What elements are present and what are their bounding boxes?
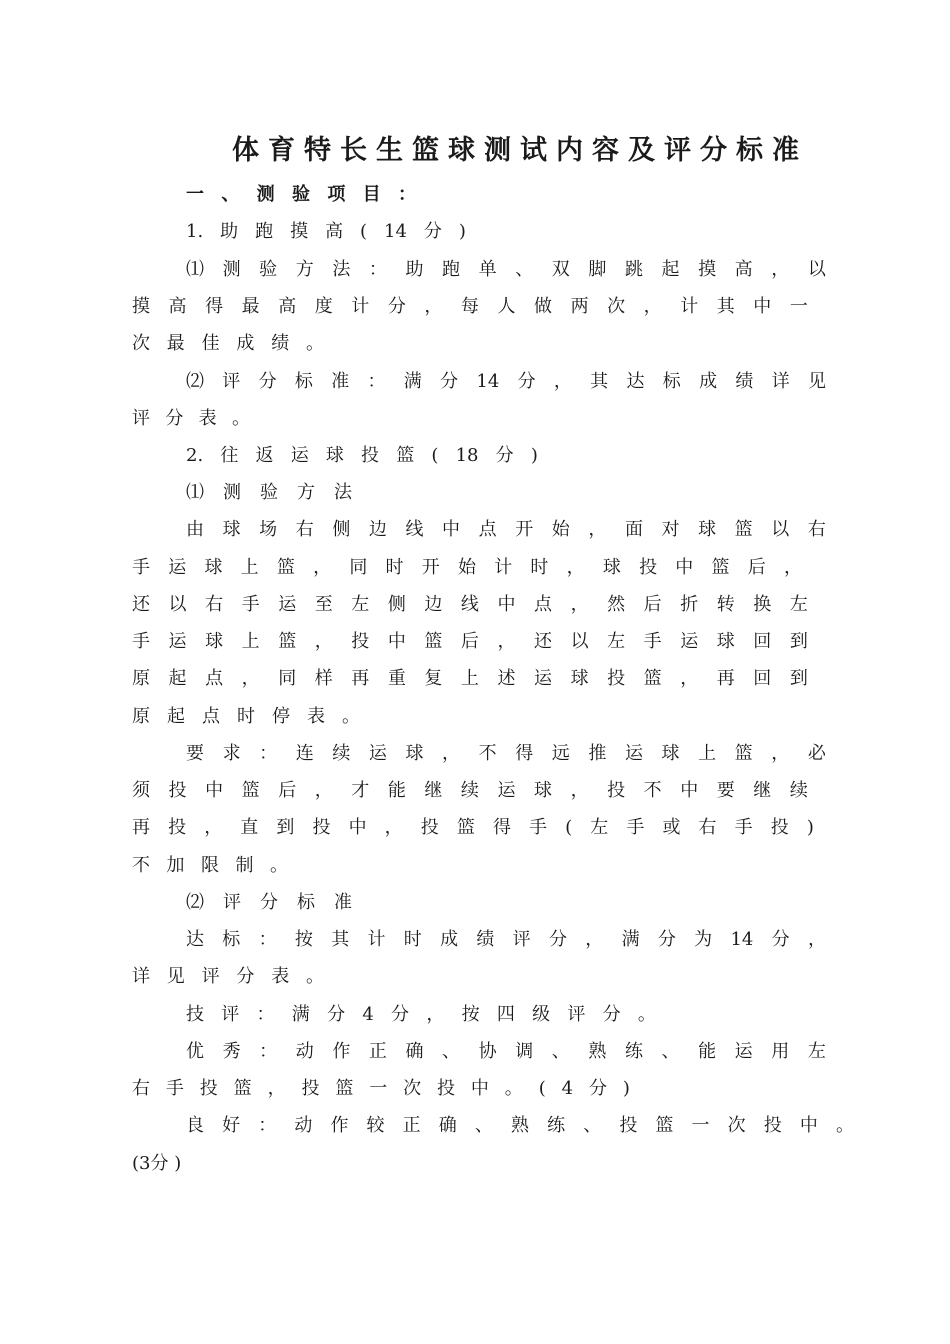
text-line: 原 起 点 ， 同 样 再 重 复 上 述 运 球 投 篮 ， 再 回 到	[132, 668, 808, 689]
text-line: 技 评 ： 满 分 4 分 ， 按 四 级 评 分 。	[186, 1004, 656, 1025]
text-line: 由 球 场 右 侧 边 线 中 点 开 始 ， 面 对 球 篮 以 右	[186, 519, 826, 540]
text-line: 优 秀 ： 动 作 正 确 、 协 调 、 熟 练 、 能 运 用 左	[186, 1041, 826, 1062]
text-line: 须 投 中 篮 后 ， 才 能 继 续 运 球 ， 投 不 中 要 继 续	[132, 780, 808, 801]
text-line: ⑴ 测 验 方 法	[186, 482, 352, 503]
text-line: 达 标 ： 按 其 计 时 成 绩 评 分 ， 满 分 为 14 分 ，	[186, 929, 826, 950]
text-line: 评 分 表 。	[132, 408, 250, 429]
text-line: 原 起 点 时 停 表 。	[132, 706, 360, 727]
text-line: 手 运 球 上 篮 ， 同 时 开 始 计 时 ， 球 投 中 篮 后 ，	[132, 557, 802, 578]
text-line: 良 好 ： 动 作 较 正 确 、 熟 练 、 投 篮 一 次 投 中 。	[186, 1115, 854, 1136]
text-line: 详 见 评 分 表 。	[132, 966, 324, 987]
text-line: 一 、 测 验 项 目 ：	[186, 184, 416, 205]
text-line: 还 以 右 手 运 至 左 侧 边 线 中 点 ， 然 后 折 转 换 左	[132, 594, 808, 615]
text-line: 右 手 投 篮 ， 投 篮 一 次 投 中 。 ( 4 分 )	[132, 1078, 630, 1099]
text-line: 不 加 限 制 。	[132, 855, 288, 876]
text-line: 1. 助 跑 摸 高 ( 14 分 )	[186, 221, 466, 242]
text-line: (3分 )	[132, 1153, 182, 1174]
text-line: ⑴ 测 验 方 法 ： 助 跑 单 、 双 脚 跳 起 摸 高 ， 以	[186, 259, 826, 280]
text-line: 摸 高 得 最 高 度 计 分 ， 每 人 做 两 次 ， 计 其 中 一	[132, 296, 808, 317]
text-line: 次 最 佳 成 绩 。	[132, 333, 324, 354]
text-line: 手 运 球 上 篮 ， 投 中 篮 后 ， 还 以 左 手 运 球 回 到	[132, 631, 808, 652]
text-line: ⑵ 评 分 标 准 ： 满 分 14 分 ， 其 达 标 成 绩 详 见	[186, 371, 826, 392]
text-line: 要 求 ： 连 续 运 球 ， 不 得 远 推 运 球 上 篮 ， 必	[186, 743, 826, 764]
text-line: ⑵ 评 分 标 准	[186, 892, 352, 913]
text-line: 再 投 ， 直 到 投 中 ， 投 篮 得 手 ( 左 手 或 右 手 投 )	[132, 817, 814, 838]
text-line: 2. 往 返 运 球 投 篮 ( 18 分 )	[186, 445, 538, 466]
document-title: 体育特长生篮球测试内容及评分标准	[232, 135, 808, 166]
